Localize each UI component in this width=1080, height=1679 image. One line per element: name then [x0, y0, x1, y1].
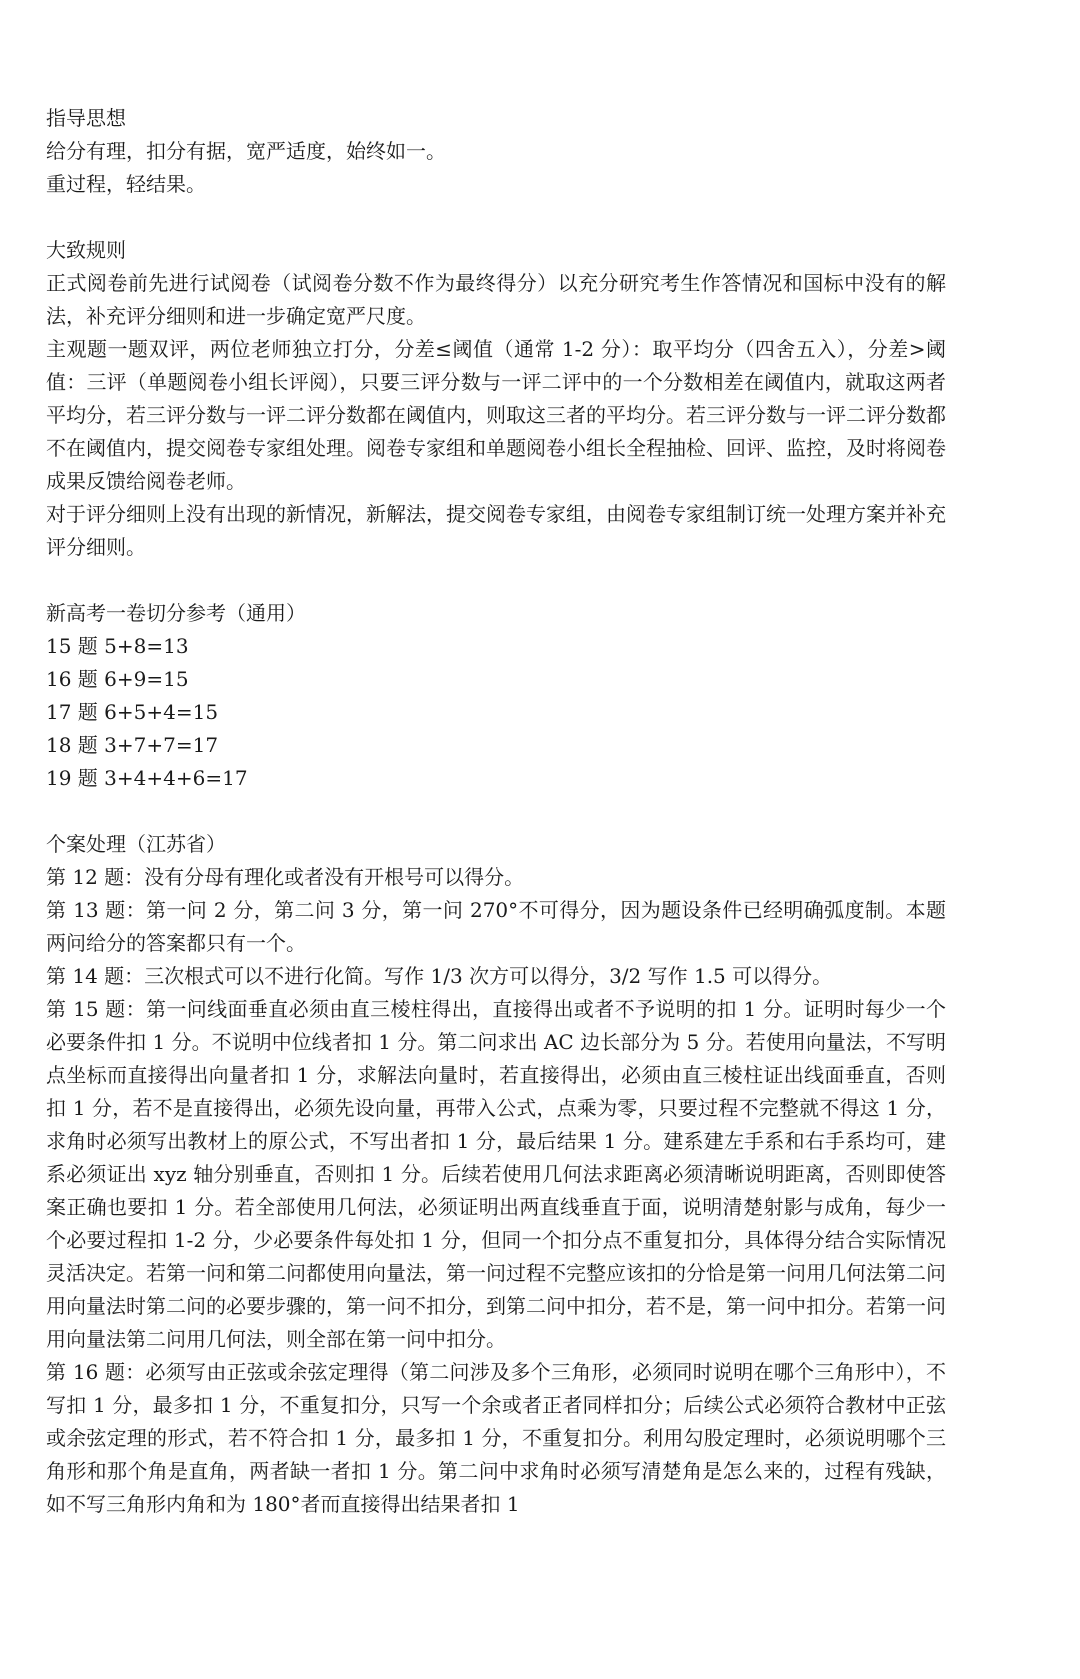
paragraph: 第 16 题：必须写由正弦或余弦定理得（第二问涉及多个三角形，必须同时说明在哪个三角形中），不写扣 1 分，最多扣 1 分，不重复扣分，只写一个余或者正者同样扣分；后续公式必须符合教材中正弦或余弦定理的形式，若不符合扣 1 分，最多扣 1 分，不重复扣分。利用勾股定理时，必须说明哪个三角形和那个角是直角，两者缺一者扣 1 分。第二问中求角时必须写清楚角是怎么来的，过程有残缺，如不写三角形内角和为 180°者而直接得出结果者扣 1 [46, 1360, 946, 1516]
list-item: 17 题 6+5+4=15 [46, 700, 219, 724]
section-score-split [46, 597, 946, 795]
list-item: 19 题 3+4+4+6=17 [46, 766, 248, 790]
paragraph: 第 12 题：没有分母有理化或者没有开根号可以得分。 [46, 865, 525, 889]
paragraph: 第 13 题：第一问 2 分，第二问 3 分，第一问 270°不可得分，因为题设条件已经明确弧度制。本题两问给分的答案都只有一个。 [46, 898, 946, 955]
document-page [46, 102, 946, 1521]
section-heading: 新高考一卷切分参考（通用） [46, 601, 306, 625]
list-item: 16 题 6+9=15 [46, 667, 189, 691]
paragraph: 正式阅卷前先进行试阅卷（试阅卷分数不作为最终得分）以充分研究考生作答情况和国标中没有的解法，补充评分细则和进一步确定宽严尺度。 [46, 271, 946, 328]
section-guiding-principles [46, 102, 946, 201]
paragraph: 重过程，轻结果。 [46, 172, 206, 196]
paragraph: 主观题一题双评，两位老师独立打分，分差≤阈值（通常 1-2 分）：取平均分（四舍五入），分差>阈值：三评（单题阅卷小组长评阅），只要三评分数与一评二评中的一个分数相差在阈值内，就取这两者平均分，若三评分数与一评二评分数都在阈值内，则取这三者的平均分。若三评分数与一评二评分数都不在阈值内，提交阅卷专家组处理。阅卷专家组和单题阅卷小组长全程抽检、回评、监控，及时将阅卷成果反馈给阅卷老师。 [46, 337, 946, 493]
section-heading: 大致规则 [46, 238, 126, 262]
paragraph: 第 15 题：第一问线面垂直必须由直三棱柱得出，直接得出或者不予说明的扣 1 分。证明时每少一个必要条件扣 1 分。不说明中位线者扣 1 分。第二问求出 AC 边长部分为 5 分。若使用向量法，不写明点坐标而直接得出向量者扣 1 分，求解法向量时，若直接得出，必须由直三棱柱证出线面垂直，否则扣 1 分，若不是直接得出，必须先设向量，再带入公式，点乘为零，只要过程不完整就不得这 1 分，求角时必须写出教材上的原公式，不写出者扣 1 分，最后结果 1 分。建系建左手系和右手系均可，建系必须证出 xyz 轴分别垂直，否则扣 1 分。后续若使用几何法求距离必须清晰说明距离，否则即使答案正确也要扣 1 分。若全部使用几何法，必须证明出两直线垂直于面，说明清楚射影与成角，每少一个必要过程扣 1-2 分，少必要条件每处扣 1 分，但同一个扣分点不重复扣分，具体得分结合实际情况灵活决定。若第一问和第二问都使用向量法，第一问过程不完整应该扣的分恰是第一问用几何法第二问用向量法时第二问的必要步骤的，第一问不扣分，到第二问中扣分，若不是，第一问中扣分。若第一问用向量法第二问用几何法，则全部在第一问中扣分。 [46, 997, 946, 1351]
section-case-handling [46, 828, 946, 1521]
list-item: 15 题 5+8=13 [46, 634, 189, 658]
section-heading: 个案处理（江苏省） [46, 832, 226, 856]
list-item: 18 题 3+7+7=17 [46, 733, 219, 757]
paragraph: 对于评分细则上没有出现的新情况，新解法，提交阅卷专家组，由阅卷专家组制订统一处理方案并补充评分细则。 [46, 502, 946, 559]
paragraph: 第 14 题：三次根式可以不进行化简。写作 1/3 次方可以得分，3/2 写作 1.5 可以得分。 [46, 964, 833, 988]
section-general-rules [46, 234, 946, 564]
section-heading: 指导思想 [46, 106, 126, 130]
paragraph: 给分有理，扣分有据，宽严适度，始终如一。 [46, 139, 446, 163]
